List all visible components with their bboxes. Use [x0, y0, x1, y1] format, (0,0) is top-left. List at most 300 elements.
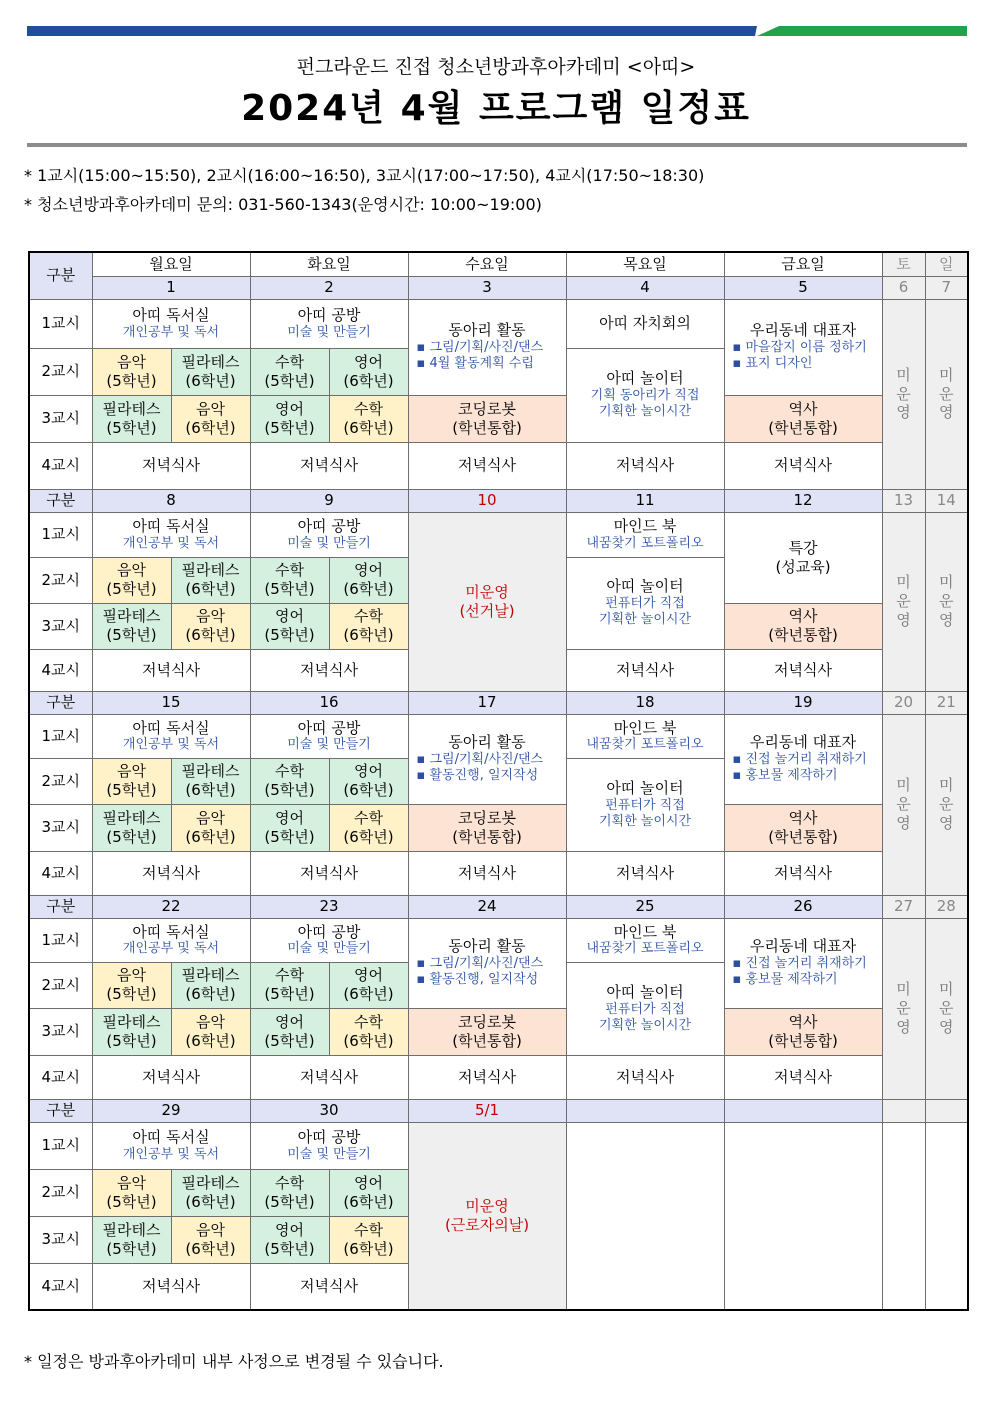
page-title: 2024년 4월 프로그램 일정표	[241, 88, 751, 129]
subject-name: 영어	[275, 1220, 304, 1239]
bullet-item: ▪ 마을잡지 이름 정하기	[732, 340, 867, 356]
table-row	[29, 714, 968, 758]
date-cell	[408, 1099, 566, 1122]
subject-name: 영어	[275, 607, 304, 626]
program-title: 아띠 독서실	[132, 922, 210, 941]
program-title: 역사	[788, 808, 818, 827]
period-label	[29, 1008, 92, 1055]
table-row	[29, 1099, 968, 1122]
program-sub: 내꿈찾기 포트폴리오	[586, 737, 704, 753]
subject-name: 수학	[354, 607, 384, 626]
program-title: 아띠 공방	[297, 517, 361, 535]
subject-cell	[92, 1216, 171, 1263]
table-row	[29, 512, 968, 557]
date-text: 28	[936, 897, 956, 916]
town-rep-cell	[724, 918, 882, 1008]
date-text: 25	[635, 897, 655, 916]
empty-cell	[566, 1122, 724, 1310]
subject-name: 영어	[354, 762, 384, 781]
weekend-closed-text: 미 운 영	[939, 573, 954, 629]
subject-cell	[250, 1169, 329, 1216]
date-cell	[882, 1099, 925, 1122]
period-text: 2교시	[41, 570, 81, 589]
period-text: 4교시	[41, 456, 81, 475]
date-cell	[408, 276, 566, 299]
dinner-text: 저녁식사	[142, 456, 200, 475]
date-cell	[566, 1099, 724, 1122]
dinner-text: 저녁식사	[300, 456, 358, 475]
subject-cell	[250, 758, 329, 804]
subject-cell	[92, 1008, 171, 1055]
dinner-text: 저녁식사	[142, 660, 200, 679]
header-bar-blue	[27, 26, 757, 36]
period-label	[29, 851, 92, 895]
date-cell	[882, 895, 925, 918]
day-header	[250, 252, 408, 276]
dinner-text: 저녁식사	[774, 863, 833, 882]
bullet-item: ▪ 홍보물 제작하기	[732, 972, 838, 988]
date-cell	[92, 489, 250, 512]
program-sub: (학년통합)	[452, 827, 522, 846]
dinner-cell	[92, 1263, 250, 1310]
table-row	[29, 1055, 968, 1099]
program-sub: 개인공부 및 독서	[122, 941, 220, 957]
table-row	[29, 918, 968, 962]
period-text: 1교시	[41, 726, 81, 745]
subject-cell	[92, 962, 171, 1008]
period-text: 1교시	[41, 525, 81, 544]
grade-label: (5학년)	[106, 985, 157, 1003]
date-cell	[408, 691, 566, 714]
day-name: 수요일	[465, 254, 509, 273]
bullet-item: ▪ 활동진행, 일지작성	[416, 972, 539, 988]
playground-cell	[566, 962, 724, 1055]
grade-label: (6학년)	[185, 827, 236, 846]
subject-name: 수학	[275, 352, 304, 371]
period-text: 3교시	[41, 616, 81, 635]
program-title: 동아리 활동	[448, 733, 526, 752]
dinner-text: 저녁식사	[774, 660, 833, 679]
day-header	[566, 252, 724, 276]
dinner-cell	[92, 1055, 250, 1099]
program-sub: (학년통합)	[768, 1031, 838, 1050]
grade-label: (5학년)	[264, 418, 315, 437]
gubun-header	[29, 252, 92, 299]
grade-label: (5학년)	[106, 580, 157, 598]
subject-cell	[92, 348, 171, 395]
coding-robot-cell	[408, 395, 566, 442]
program-title: 코딩로봇	[458, 808, 517, 827]
subject-cell	[329, 962, 408, 1008]
closed-cell	[408, 512, 566, 691]
dinner-cell	[724, 1055, 882, 1099]
grade-label: (6학년)	[343, 781, 394, 799]
club-cell	[408, 714, 566, 804]
program-title: 아띠 공방	[297, 1128, 361, 1146]
period-text: 1교시	[41, 314, 81, 333]
period-text: 2교시	[41, 771, 81, 790]
date-cell	[92, 691, 250, 714]
footer-note: * 일정은 방과후아카데미 내부 사정으로 변경될 수 있습니다.	[24, 1352, 444, 1371]
subject-cell	[250, 557, 329, 603]
dinner-text: 저녁식사	[142, 863, 200, 882]
subject-name: 음악	[117, 561, 146, 580]
date-text: 20	[893, 693, 914, 712]
council-cell	[566, 299, 724, 348]
date-text: 29	[161, 1101, 181, 1120]
date-cell	[925, 895, 968, 918]
subject-cell	[329, 804, 408, 851]
date-cell	[925, 276, 968, 299]
empty-cell	[882, 1122, 925, 1310]
gubun-text: 구분	[46, 491, 76, 510]
date-text: 12	[793, 491, 813, 510]
closed-reason: (근로자의날)	[444, 1215, 530, 1234]
weekend-closed-cell	[925, 512, 968, 691]
program-sub: 기획한 놀이시간	[599, 813, 692, 829]
weekend-closed-text: 미 운 영	[939, 776, 954, 832]
dinner-text: 저녁식사	[458, 1067, 517, 1086]
weekend-closed-text: 미 운 영	[896, 573, 911, 629]
history-cell	[724, 804, 882, 851]
subject-name: 음악	[117, 966, 146, 985]
date-text: 19	[793, 693, 813, 712]
subject-cell	[171, 962, 250, 1008]
program-sub: 기획한 놀이시간	[599, 612, 692, 628]
date-cell	[92, 276, 250, 299]
program-title: 마인드 북	[613, 517, 677, 535]
period-text: 2교시	[41, 362, 81, 381]
grade-label: (5학년)	[264, 371, 315, 390]
subject-name: 필라테스	[181, 762, 240, 781]
closed-text: 미운영	[465, 1197, 509, 1215]
date-text: 27	[893, 897, 914, 916]
closed-text: 미운영	[465, 582, 509, 601]
table-row	[29, 895, 968, 918]
date-cell	[250, 691, 408, 714]
period-label	[29, 714, 92, 758]
grade-label: (5학년)	[106, 626, 157, 644]
date-text: 24	[477, 897, 497, 916]
subject-cell	[171, 395, 250, 442]
program-title: 마인드 북	[613, 718, 677, 737]
date-text: 22	[161, 897, 181, 916]
subject-cell	[329, 395, 408, 442]
grade-label: (6학년)	[185, 1031, 236, 1050]
date-cell	[925, 1099, 968, 1122]
period-label	[29, 1216, 92, 1263]
reading-room-cell	[92, 918, 250, 962]
day-header	[925, 252, 968, 276]
period-label	[29, 395, 92, 442]
date-cell	[724, 895, 882, 918]
day-name: 월요일	[149, 254, 193, 273]
program-title: 아띠 독서실	[132, 306, 210, 324]
date-text: 14	[936, 491, 956, 510]
subject-name: 음악	[117, 352, 146, 371]
bullet-item: ▪ 그림/기획/사진/댄스	[416, 752, 544, 768]
program-sub: 미술 및 만들기	[287, 941, 371, 957]
grade-label: (6학년)	[185, 781, 236, 799]
program-sub: 기획 동아리가 직접	[590, 388, 700, 404]
subject-cell	[250, 1216, 329, 1263]
program-sub: (학년통합)	[452, 1031, 522, 1050]
period-label	[29, 348, 92, 395]
date-cell	[566, 276, 724, 299]
day-header	[92, 252, 250, 276]
mind-book-cell	[566, 714, 724, 758]
subject-name: 음악	[196, 1012, 225, 1031]
program-title: 역사	[788, 1012, 818, 1031]
program-title: 역사	[788, 607, 818, 626]
date-text: 21	[936, 693, 956, 712]
subject-cell	[329, 1008, 408, 1055]
day-header	[408, 252, 566, 276]
subject-name: 영어	[354, 1173, 384, 1192]
period-label	[29, 1122, 92, 1169]
subject-name: 영어	[354, 561, 384, 580]
dinner-text: 저녁식사	[300, 660, 358, 679]
history-cell	[724, 1008, 882, 1055]
subject-cell	[92, 758, 171, 804]
subject-cell	[171, 758, 250, 804]
date-cell	[408, 895, 566, 918]
program-sub: 내꿈찾기 포트폴리오	[586, 535, 704, 551]
grade-label: (5학년)	[264, 781, 315, 799]
history-cell	[724, 603, 882, 649]
club-cell	[408, 918, 566, 1008]
subject-name: 음악	[196, 808, 225, 827]
dinner-cell	[724, 649, 882, 691]
date-text: 26	[793, 897, 813, 916]
date-cell	[92, 1099, 250, 1122]
mind-book-cell	[566, 918, 724, 962]
gubun-label	[29, 895, 92, 918]
date-cell	[724, 1099, 882, 1122]
program-title: 동아리 활동	[448, 321, 526, 340]
craft-room-cell	[250, 714, 408, 758]
bullet-item: ▪ 진접 놀거리 취재하기	[732, 752, 867, 768]
program-sub: (성교육)	[775, 557, 831, 576]
subject-cell	[250, 603, 329, 649]
program-title: 아띠 공방	[297, 922, 361, 941]
grade-label: (5학년)	[106, 781, 157, 799]
grade-label: (6학년)	[343, 1239, 394, 1258]
weekend-closed-cell	[882, 714, 925, 895]
page-subtitle: 펀그라운드 진접 청소년방과후아카데미 <아띠>	[296, 56, 696, 78]
dinner-cell	[250, 442, 408, 489]
program-title: 아띠 놀이터	[606, 369, 684, 388]
gubun-text: 구분	[46, 1101, 76, 1120]
program-sub: 미술 및 만들기	[287, 535, 371, 551]
subject-name: 영어	[275, 808, 304, 827]
dinner-cell	[408, 1055, 566, 1099]
subject-cell	[329, 1169, 408, 1216]
weekend-closed-cell	[882, 512, 925, 691]
program-title: 특강	[788, 538, 818, 557]
contact-note: * 청소년방과후아카데미 문의: 031-560-1343(운영시간: 10:00~19:00)	[24, 195, 542, 214]
grade-label: (5학년)	[106, 418, 157, 437]
date-text: 9	[324, 491, 334, 510]
weekend-closed-text: 미 운 영	[896, 776, 911, 832]
grade-label: (5학년)	[264, 827, 315, 846]
subject-name: 필라테스	[181, 352, 240, 371]
period-text: 3교시	[41, 1022, 81, 1041]
subject-name: 필라테스	[102, 399, 161, 418]
date-text: 8	[166, 491, 176, 510]
subject-name: 필라테스	[181, 966, 240, 985]
date-text: 30	[319, 1101, 339, 1120]
date-cell	[566, 895, 724, 918]
subject-name: 음악	[117, 1173, 146, 1192]
bullet-item: ▪ 4월 활동계획 수립	[416, 356, 534, 372]
playground-cell	[566, 557, 724, 649]
subject-name: 영어	[354, 966, 384, 985]
grade-label: (6학년)	[343, 580, 394, 598]
date-cell	[566, 489, 724, 512]
coding-robot-cell	[408, 1008, 566, 1055]
subject-name: 필라테스	[102, 1220, 161, 1239]
period-text: 3교시	[41, 409, 81, 428]
table-row	[29, 804, 968, 851]
subject-name: 수학	[354, 808, 384, 827]
grade-label: (6학년)	[343, 371, 394, 390]
subject-name: 수학	[275, 762, 304, 781]
dinner-cell	[250, 1055, 408, 1099]
day-name: 일	[939, 254, 954, 273]
program-sub: 개인공부 및 독서	[122, 737, 220, 753]
period-text: 1교시	[41, 1136, 81, 1155]
period-label	[29, 758, 92, 804]
subject-name: 수학	[275, 966, 304, 985]
date-text: 5/1	[474, 1101, 500, 1120]
subject-name: 음악	[196, 399, 225, 418]
subject-cell	[171, 1008, 250, 1055]
bullet-item: ▪ 표지 디자인	[732, 356, 813, 372]
day-name: 화요일	[307, 254, 351, 273]
date-text: 1	[166, 278, 176, 297]
date-text: 13	[893, 491, 914, 510]
period-label	[29, 442, 92, 489]
dinner-cell	[408, 851, 566, 895]
title-divider	[27, 143, 967, 147]
program-title: 우리동네 대표자	[749, 733, 857, 752]
playground-cell	[566, 758, 724, 851]
weekend-closed-text: 미 운 영	[896, 365, 911, 422]
dinner-cell	[250, 1263, 408, 1310]
date-cell	[566, 691, 724, 714]
date-cell	[724, 276, 882, 299]
mind-book-cell	[566, 512, 724, 557]
dinner-text: 저녁식사	[142, 1067, 200, 1086]
subject-name: 수학	[354, 1220, 384, 1239]
dinner-text: 저녁식사	[774, 1067, 833, 1086]
period-text: 4교시	[41, 1276, 81, 1295]
craft-room-cell	[250, 299, 408, 348]
date-text: 5	[798, 278, 808, 297]
grade-label: (6학년)	[185, 418, 236, 437]
grade-label: (6학년)	[185, 580, 236, 598]
program-title: 아띠 공방	[297, 718, 361, 737]
program-sub: (학년통합)	[768, 626, 838, 644]
empty-cell	[925, 1122, 968, 1310]
subject-cell	[92, 1169, 171, 1216]
weekend-closed-cell	[882, 918, 925, 1099]
subject-cell	[171, 348, 250, 395]
coding-robot-cell	[408, 804, 566, 851]
dinner-text: 저녁식사	[458, 863, 517, 882]
period-label	[29, 299, 92, 348]
dinner-cell	[92, 851, 250, 895]
gubun-text: 구분	[46, 693, 76, 712]
program-title: 마인드 북	[613, 922, 677, 941]
date-cell	[882, 276, 925, 299]
period-label	[29, 649, 92, 691]
table-row	[29, 395, 968, 442]
dinner-text: 저녁식사	[616, 1067, 675, 1086]
subject-cell	[250, 804, 329, 851]
subject-name: 음악	[117, 762, 146, 781]
date-text: 6	[898, 278, 909, 297]
subject-name: 필라테스	[181, 561, 240, 580]
program-sub: 펀퓨터가 직접	[605, 797, 685, 813]
grade-label: (5학년)	[264, 1031, 315, 1050]
dinner-text: 저녁식사	[616, 456, 675, 475]
gubun-label	[29, 691, 92, 714]
bullet-item: ▪ 활동진행, 일지작성	[416, 768, 539, 784]
table-row	[29, 299, 968, 348]
dinner-cell	[92, 442, 250, 489]
table-row	[29, 276, 968, 299]
table-row	[29, 1122, 968, 1169]
program-sub: (학년통합)	[452, 418, 522, 437]
subject-cell	[250, 348, 329, 395]
table-row	[29, 1008, 968, 1055]
program-title: 동아리 활동	[448, 937, 526, 956]
schedule-table	[28, 251, 969, 1311]
dinner-text: 저녁식사	[300, 863, 358, 882]
history-cell	[724, 395, 882, 442]
header-color-bar	[27, 26, 967, 36]
date-cell	[925, 489, 968, 512]
weekend-closed-text: 미 운 영	[896, 980, 911, 1036]
program-title: 아띠 독서실	[132, 517, 210, 535]
bullet-item: ▪ 그림/기획/사진/댄스	[416, 340, 544, 356]
weekend-closed-cell	[925, 299, 968, 489]
date-text: 4	[640, 278, 650, 297]
period-text: 2교시	[41, 1183, 81, 1202]
date-text: 11	[635, 491, 655, 510]
date-cell	[250, 489, 408, 512]
grade-label: (5학년)	[106, 1192, 157, 1211]
subject-cell	[329, 758, 408, 804]
date-text: 2	[324, 278, 334, 297]
program-sub: 기획한 놀이시간	[599, 1017, 692, 1033]
program-sub: 미술 및 만들기	[287, 324, 371, 340]
grade-label: (5학년)	[264, 626, 315, 644]
grade-label: (5학년)	[264, 580, 315, 598]
gubun-text: 구분	[46, 897, 76, 916]
grade-label: (5학년)	[106, 371, 157, 390]
town-rep-cell	[724, 299, 882, 395]
table-row	[29, 252, 968, 276]
program-title: 아띠 자치회의	[599, 314, 691, 333]
date-cell	[925, 691, 968, 714]
program-sub: 기획한 놀이시간	[599, 404, 692, 420]
date-cell	[250, 276, 408, 299]
date-cell	[882, 691, 925, 714]
program-title: 코딩로봇	[458, 1012, 517, 1031]
